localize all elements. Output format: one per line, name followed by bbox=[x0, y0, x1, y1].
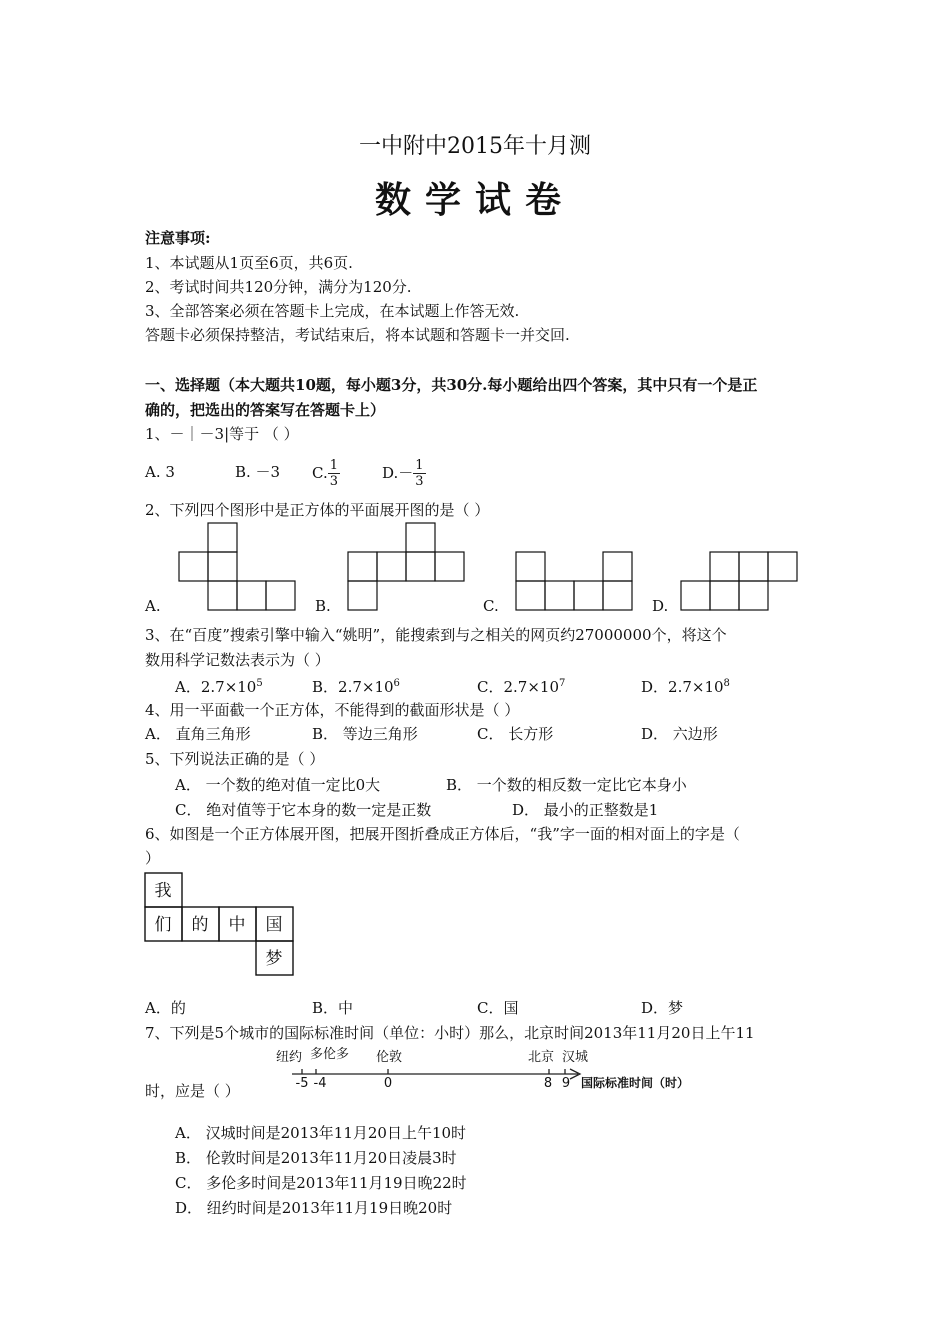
q1-option-d-prefix: D.－ bbox=[382, 464, 414, 482]
question-7-stem: 时，应是（ ） bbox=[145, 1082, 240, 1100]
axis-label: 国际标准时间（时） bbox=[581, 1076, 690, 1090]
exponent: 8 bbox=[723, 678, 730, 689]
q3-option-c bbox=[477, 677, 565, 697]
exponent: 5 bbox=[256, 678, 263, 689]
city-label: 多伦多 bbox=[310, 1047, 350, 1062]
q1-option-a: A. 3 bbox=[145, 463, 175, 481]
q2-option-c: C. bbox=[483, 597, 499, 615]
exam-title: 数学试卷 bbox=[374, 179, 575, 221]
time-value: -5 bbox=[295, 1076, 309, 1091]
q5-option-b: B． 一个数的相反数一定比它本身小 bbox=[446, 776, 687, 794]
question-6-stem: 6、如图是一个正方体展开图，把展开图折叠成正方体后，“我”字一面的相对面上的字是（ bbox=[145, 825, 740, 843]
time-value: -4 bbox=[313, 1076, 327, 1091]
q2-option-a: A. bbox=[145, 597, 161, 615]
net-char: 中 bbox=[228, 915, 246, 935]
q4-option-b: B． 等边三角形 bbox=[312, 725, 418, 743]
fraction-numerator: 1 bbox=[415, 457, 424, 473]
time-number-line bbox=[270, 1043, 720, 1103]
city-label: 伦敦 bbox=[376, 1050, 403, 1065]
notice-item: 答题卡必须保持整洁，考试结束后，将本试题和答题卡一并交回. bbox=[145, 326, 570, 344]
q4-option-c: C． 长方形 bbox=[477, 725, 554, 743]
q2-option-b: B. bbox=[315, 597, 331, 615]
q4-option-d: D． 六边形 bbox=[641, 725, 718, 743]
q5-option-d: D． 最小的正整数是1 bbox=[512, 801, 659, 819]
question-4-stem: 4、用一平面截一个正方体，不能得到的截面形状是（ ） bbox=[145, 701, 520, 719]
city-label: 北京 bbox=[528, 1050, 555, 1065]
q5-option-c: C． 绝对值等于它本身的数一定是正数 bbox=[175, 801, 432, 819]
q5-option-a: A． 一个数的绝对值一定比0大 bbox=[175, 776, 381, 794]
q6-option-c: C．国 bbox=[477, 999, 519, 1017]
notice-item: 1、本试题从1页至6页，共6页. bbox=[145, 254, 353, 272]
question-3-stem: 3、在“百度”搜索引擎中输入“姚明”，能搜索到与之相关的网页约27000000个，将这个 bbox=[145, 626, 727, 644]
q6-option-a: A．的 bbox=[145, 999, 186, 1017]
option-text: D．2.7×10 bbox=[641, 678, 724, 696]
q3-option-b bbox=[312, 677, 400, 697]
q4-option-a: A． 直角三角形 bbox=[145, 725, 251, 743]
option-text: A．2.7×10 bbox=[175, 678, 257, 696]
question-3-stem: 数用科学记数法表示为（ ） bbox=[145, 651, 330, 669]
question-7-stem: 7、下列是5个城市的国际标准时间（单位：小时）那么，北京时间2013年11月20日上午11 bbox=[145, 1024, 755, 1042]
q7-option-a: A． 汉城时间是2013年11月20日上午10时 bbox=[175, 1124, 467, 1142]
fraction-denominator: 3 bbox=[415, 473, 424, 489]
exponent: 7 bbox=[559, 678, 566, 689]
time-value: 9 bbox=[561, 1076, 571, 1091]
q7-option-d: D． 纽约时间是2013年11月19日晚20时 bbox=[175, 1199, 453, 1217]
net-char: 的 bbox=[191, 915, 209, 935]
q6-option-b: B．中 bbox=[312, 999, 354, 1017]
exponent: 6 bbox=[393, 678, 400, 689]
notice-heading: 注意事项: bbox=[145, 229, 211, 247]
city-label: 汉城 bbox=[562, 1050, 589, 1065]
city-label: 纽约 bbox=[276, 1050, 303, 1065]
section-heading: 一、选择题（本大题共10题，每小题3分，共30分.每小题给出四个答案，其中只有一个是正 bbox=[145, 376, 758, 394]
exam-subtitle: 一中附中2015年十月测 bbox=[359, 134, 591, 159]
question-2-stem: 2、下列四个图形中是正方体的平面展开图的是（ ） bbox=[145, 501, 490, 519]
option-text: C．2.7×10 bbox=[477, 678, 559, 696]
net-char: 我 bbox=[154, 881, 172, 901]
q1-option-d bbox=[382, 452, 426, 494]
q3-option-a bbox=[175, 677, 263, 697]
notice-item: 3、全部答案必须在答题卡上完成，在本试题上作答无效. bbox=[145, 302, 520, 320]
cube-net-chars bbox=[142, 870, 304, 976]
fraction bbox=[413, 458, 425, 489]
q2-option-d: D. bbox=[652, 597, 669, 615]
option-text: B．2.7×10 bbox=[312, 678, 394, 696]
q1-option-c bbox=[312, 452, 340, 494]
question-1-stem: 1、－｜－3|等于 （ ） bbox=[145, 425, 299, 443]
fraction bbox=[328, 458, 340, 489]
question-5-stem: 5、下列说法正确的是（ ） bbox=[145, 750, 325, 768]
question-6-stem: ） bbox=[145, 849, 161, 867]
q7-option-b: B． 伦敦时间是2013年11月20日凌晨3时 bbox=[175, 1149, 457, 1167]
fraction-numerator: 1 bbox=[329, 457, 338, 473]
q1-option-b: B. －3 bbox=[235, 463, 281, 481]
q1-option-c-prefix: C. bbox=[312, 464, 328, 482]
net-char: 梦 bbox=[265, 949, 283, 969]
notice-item: 2、考试时间共120分钟，满分为120分. bbox=[145, 278, 412, 296]
time-value: 0 bbox=[383, 1076, 393, 1091]
cube-net-figures bbox=[140, 518, 820, 618]
q3-option-d bbox=[641, 677, 730, 697]
time-value: 8 bbox=[543, 1076, 553, 1091]
net-char: 国 bbox=[265, 915, 283, 935]
fraction-denominator: 3 bbox=[329, 473, 338, 489]
net-char: 们 bbox=[154, 915, 172, 935]
q6-option-d: D．梦 bbox=[641, 999, 684, 1017]
section-heading: 确的，把选出的答案写在答题卡上） bbox=[145, 401, 386, 419]
q7-option-c: C． 多伦多时间是2013年11月19日晚22时 bbox=[175, 1174, 467, 1192]
